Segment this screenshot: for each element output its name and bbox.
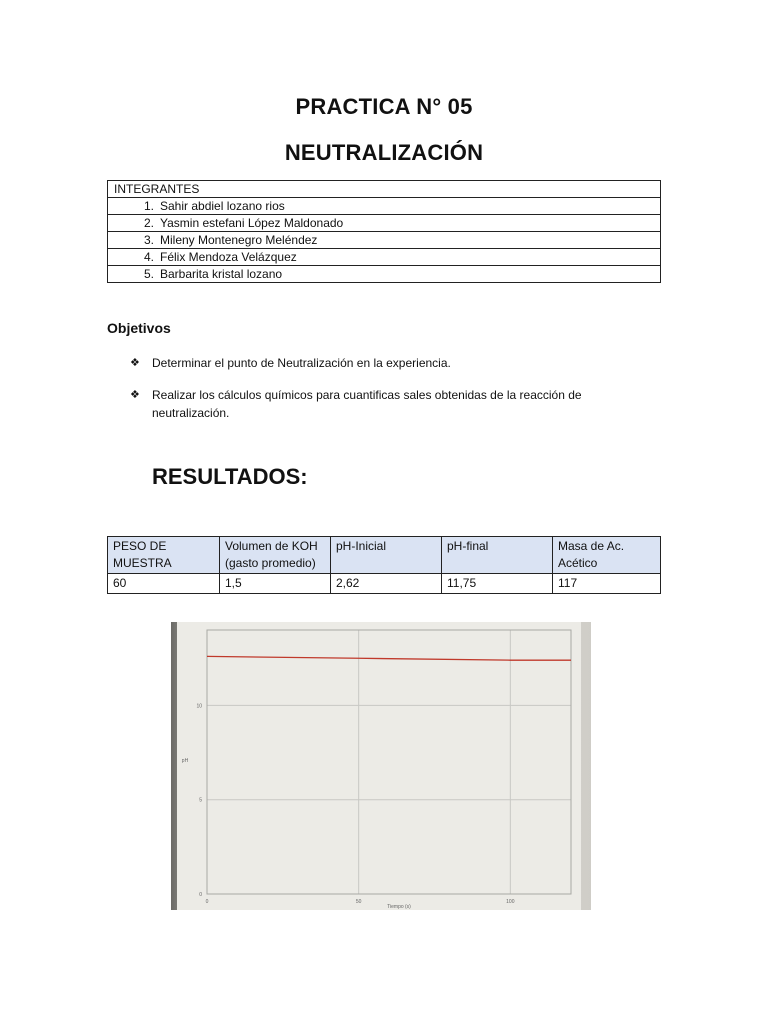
table-cell: 2,62 xyxy=(331,574,442,594)
member-name: Barbarita kristal lozano xyxy=(160,267,283,281)
screen-background xyxy=(177,622,581,910)
y-tick-label: 10 xyxy=(196,703,202,710)
table-header-cell: pH-Inicial xyxy=(331,537,442,574)
member-name: Yasmin estefani López Maldonado xyxy=(160,216,344,230)
x-tick-label: 0 xyxy=(205,899,209,905)
member-name: Mileny Montenegro Meléndez xyxy=(160,233,318,247)
objective-text: Realizar los cálculos químicos para cuantificas sales obtenidas de la reacción de neutralización. xyxy=(152,388,582,420)
y-tick-label: 0 xyxy=(199,892,202,898)
table-cell: 11,75 xyxy=(442,574,553,594)
table-header-cell: Masa de Ac. Acético xyxy=(553,537,661,574)
table-row xyxy=(108,249,661,266)
x-tick-label: 50 xyxy=(355,899,362,905)
table-row xyxy=(108,198,661,215)
table-cell: 60 xyxy=(108,574,220,594)
page-subtitle: NEUTRALIZACIÓN xyxy=(284,140,484,165)
objectives-heading: Objetivos xyxy=(107,320,171,336)
objective-text: Determinar el punto de Neutralización en la experiencia. xyxy=(152,356,451,370)
member-number: 2. xyxy=(143,216,154,230)
x-axis-label: Tiempo (s) xyxy=(387,904,411,910)
member-number: 3. xyxy=(143,233,154,247)
y-axis-label: pH xyxy=(181,758,189,764)
member-name: Sahir abdiel lozano rios xyxy=(160,199,285,213)
chart-photo xyxy=(171,622,591,910)
table-row xyxy=(108,215,661,232)
table-row xyxy=(108,266,661,283)
table-header-cell: pH-final xyxy=(442,537,553,574)
table-header-cell: PESO DE MUESTRA xyxy=(108,537,220,574)
table-header-row xyxy=(108,537,661,574)
table-cell: 1,5 xyxy=(220,574,331,594)
page-title: PRACTICA N° 05 xyxy=(295,94,473,119)
members-table xyxy=(107,180,661,283)
y-tick-label: 5 xyxy=(199,797,202,804)
table-header-cell: Volumen de KOH (gasto promedio) xyxy=(220,537,331,574)
ph-chart xyxy=(171,622,591,910)
x-tick-label: 100 xyxy=(506,899,515,905)
results-table xyxy=(107,536,661,594)
member-number: 4. xyxy=(143,250,154,264)
table-row xyxy=(108,232,661,249)
member-name: Félix Mendoza Velázquez xyxy=(160,250,297,264)
results-heading: RESULTADOS: xyxy=(152,464,308,489)
table-cell: 117 xyxy=(553,574,661,594)
table-row xyxy=(108,574,661,594)
diamond-bullet-icon: ❖ xyxy=(130,357,140,369)
member-number: 5. xyxy=(143,267,154,281)
diamond-bullet-icon: ❖ xyxy=(130,389,140,401)
member-number: 1. xyxy=(143,199,154,213)
members-header: INTEGRANTES xyxy=(108,181,661,198)
